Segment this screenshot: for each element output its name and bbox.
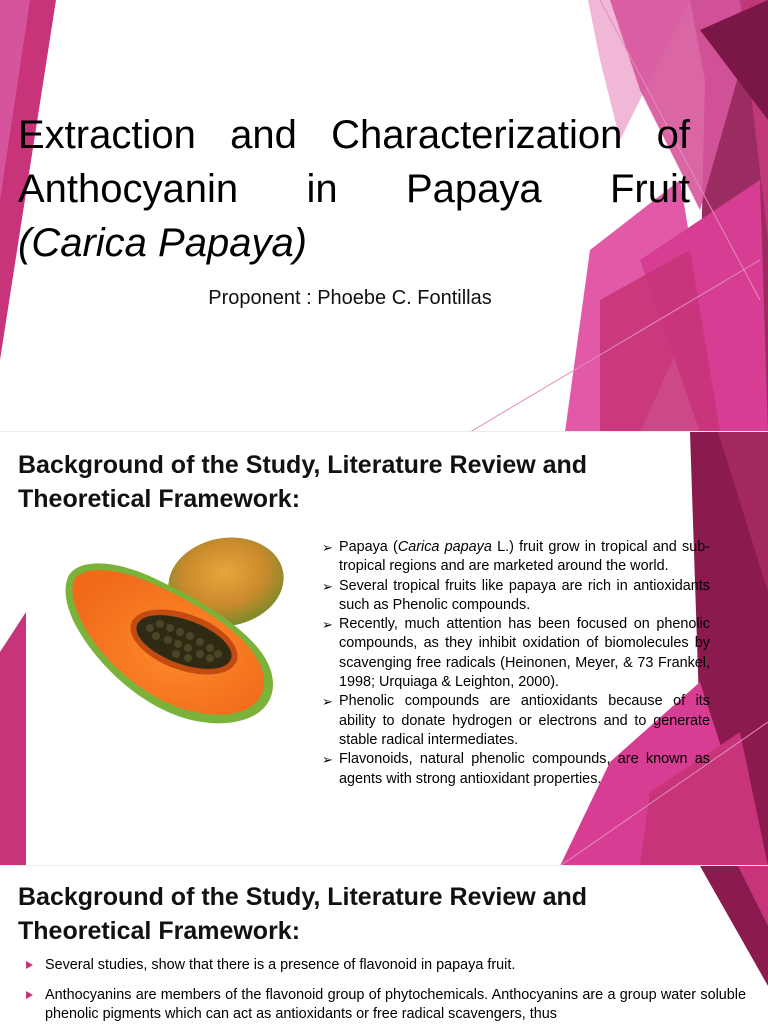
list-item: Several studies, show that there is a presence of flavonoid in papaya fruit. [26, 956, 746, 975]
arrow-bullet-icon: ➢ [322, 578, 333, 594]
list-item: ➢ Phenolic compounds are antioxidants because of its ability to donate hydrogen or electrons and to generate stable radical intermediates. [322, 693, 710, 748]
list-item: ➢ Papaya (Carica papaya L.) fruit grow in tropical and sub-tropical regions and are marketed around the world. [322, 539, 710, 575]
arrow-bullet-icon: ➢ [322, 540, 333, 555]
proponent-text: Proponent : Phoebe C. Fontillas [208, 287, 492, 309]
arrow-bullet-icon: ➢ [322, 617, 333, 633]
list-item: ➢ Recently, much attention has been focused on phenolic compounds, as they inhibit oxidation of biomolecules by scavenging free radicals (Heinonen, Meyer, & 73 Frankel, 1998; Urquiaga & Leighton, 2000). [322, 616, 710, 691]
triangle-bullet-icon [26, 991, 33, 999]
title-line-2: Anthocyanin in Papaya Fruit [18, 167, 690, 211]
papaya-fruit-image [58, 532, 288, 732]
arrow-bullet-icon: ➢ [322, 752, 333, 768]
title-line-1: Extraction and Characterization of [18, 113, 690, 157]
slide-title [0, 0, 768, 432]
list-item: ➢ Several tropical fruits like papaya are rich in antioxidants such as Phenolic compounds. [322, 577, 710, 613]
arrow-bullet-icon: ➢ [322, 694, 333, 710]
bullet-list [322, 538, 710, 789]
list-item: ➢ Flavonoids, natural phenolic compounds, are known as agents with strong antioxidant properties. [322, 751, 710, 787]
slide-title-heading [18, 108, 690, 270]
slide-heading: Background of the Study, Literature Review and Theoretical Framework: [18, 451, 588, 513]
title-line-3: (Carica Papaya) [18, 221, 308, 265]
slide-background-1 [0, 432, 768, 866]
triangle-bullet-icon [26, 961, 33, 969]
slide-background-2 [0, 866, 768, 1024]
list-item: Anthocyanins are members of the flavonoid group of phytochemicals. Anthocyanins are a group water soluble phenolic pigments which can act as antioxidants or free radical scavengers, thus [26, 986, 746, 1024]
slide-heading: Background of the Study, Literature Review and Theoretical Framework: [18, 883, 588, 945]
bullet-list [26, 956, 746, 1024]
